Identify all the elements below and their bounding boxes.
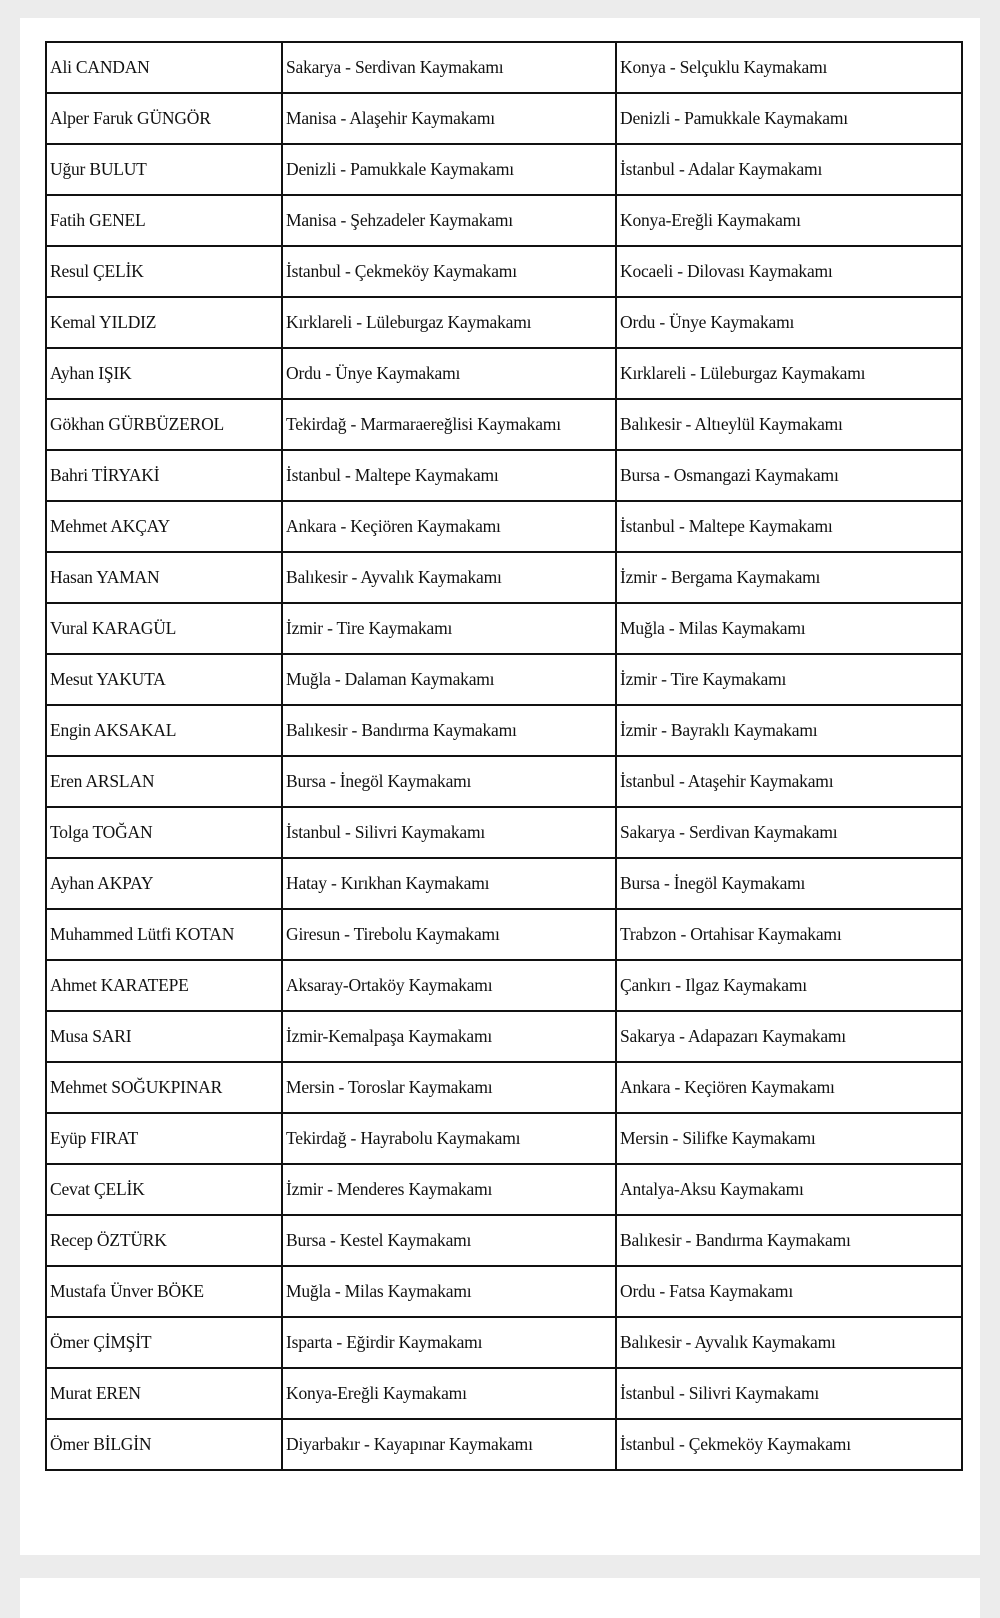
new-post-cell: Konya - Selçuklu Kaymakamı [616, 42, 962, 93]
new-post-cell: Konya-Ereğli Kaymakamı [616, 195, 962, 246]
name-cell: Resul ÇELİK [46, 246, 282, 297]
table-row [46, 195, 962, 246]
table-row [46, 1266, 962, 1317]
new-post-cell: İstanbul - Çekmeköy Kaymakamı [616, 1419, 962, 1470]
table-row [46, 909, 962, 960]
table-row [46, 246, 962, 297]
table-body [46, 42, 962, 1470]
table-row [46, 1215, 962, 1266]
table-row [46, 1419, 962, 1470]
current-post-cell: Mersin - Toroslar Kaymakamı [282, 1062, 616, 1113]
current-post-cell: Muğla - Dalaman Kaymakamı [282, 654, 616, 705]
current-post-cell: Ankara - Keçiören Kaymakamı [282, 501, 616, 552]
current-post-cell: İstanbul - Silivri Kaymakamı [282, 807, 616, 858]
current-post-cell: Hatay - Kırıkhan Kaymakamı [282, 858, 616, 909]
current-post-cell: Diyarbakır - Kayapınar Kaymakamı [282, 1419, 616, 1470]
name-cell: Mesut YAKUTA [46, 654, 282, 705]
current-post-cell: Kırklareli - Lüleburgaz Kaymakamı [282, 297, 616, 348]
current-post-cell: Giresun - Tirebolu Kaymakamı [282, 909, 616, 960]
name-cell: Vural KARAGÜL [46, 603, 282, 654]
new-post-cell: Bursa - İnegöl Kaymakamı [616, 858, 962, 909]
current-post-cell: Bursa - Kestel Kaymakamı [282, 1215, 616, 1266]
name-cell: Mustafa Ünver BÖKE [46, 1266, 282, 1317]
current-post-cell: Konya-Ereğli Kaymakamı [282, 1368, 616, 1419]
table-row [46, 42, 962, 93]
new-post-cell: Kocaeli - Dilovası Kaymakamı [616, 246, 962, 297]
name-cell: Murat EREN [46, 1368, 282, 1419]
name-cell: Ali CANDAN [46, 42, 282, 93]
document-page [20, 18, 980, 1555]
name-cell: Recep ÖZTÜRK [46, 1215, 282, 1266]
table-row [46, 1317, 962, 1368]
table-row [46, 501, 962, 552]
new-post-cell: İstanbul - Silivri Kaymakamı [616, 1368, 962, 1419]
name-cell: Mehmet SOĞUKPINAR [46, 1062, 282, 1113]
new-post-cell: Sakarya - Serdivan Kaymakamı [616, 807, 962, 858]
current-post-cell: Manisa - Alaşehir Kaymakamı [282, 93, 616, 144]
next-page-edge [20, 1578, 980, 1618]
current-post-cell: Aksaray-Ortaköy Kaymakamı [282, 960, 616, 1011]
new-post-cell: İzmir - Bayraklı Kaymakamı [616, 705, 962, 756]
new-post-cell: İstanbul - Ataşehir Kaymakamı [616, 756, 962, 807]
new-post-cell: Çankırı - Ilgaz Kaymakamı [616, 960, 962, 1011]
name-cell: Engin AKSAKAL [46, 705, 282, 756]
current-post-cell: Sakarya - Serdivan Kaymakamı [282, 42, 616, 93]
new-post-cell: Ordu - Fatsa Kaymakamı [616, 1266, 962, 1317]
table-row [46, 1011, 962, 1062]
table-row [46, 960, 962, 1011]
name-cell: Eren ARSLAN [46, 756, 282, 807]
name-cell: Ömer BİLGİN [46, 1419, 282, 1470]
table-row [46, 756, 962, 807]
current-post-cell: Ordu - Ünye Kaymakamı [282, 348, 616, 399]
name-cell: Ömer ÇİMŞİT [46, 1317, 282, 1368]
new-post-cell: İzmir - Tire Kaymakamı [616, 654, 962, 705]
table-row [46, 1113, 962, 1164]
new-post-cell: Balıkesir - Bandırma Kaymakamı [616, 1215, 962, 1266]
new-post-cell: Ankara - Keçiören Kaymakamı [616, 1062, 962, 1113]
table-row [46, 603, 962, 654]
table-row [46, 93, 962, 144]
new-post-cell: Antalya-Aksu Kaymakamı [616, 1164, 962, 1215]
name-cell: Ayhan AKPAY [46, 858, 282, 909]
current-post-cell: İzmir - Tire Kaymakamı [282, 603, 616, 654]
table-row [46, 348, 962, 399]
table-row [46, 807, 962, 858]
current-post-cell: Bursa - İnegöl Kaymakamı [282, 756, 616, 807]
current-post-cell: Denizli - Pamukkale Kaymakamı [282, 144, 616, 195]
table-row [46, 705, 962, 756]
new-post-cell: Kırklareli - Lüleburgaz Kaymakamı [616, 348, 962, 399]
new-post-cell: Muğla - Milas Kaymakamı [616, 603, 962, 654]
new-post-cell: Balıkesir - Altıeylül Kaymakamı [616, 399, 962, 450]
table-row [46, 1368, 962, 1419]
name-cell: Ayhan IŞIK [46, 348, 282, 399]
name-cell: Uğur BULUT [46, 144, 282, 195]
name-cell: Fatih GENEL [46, 195, 282, 246]
current-post-cell: İzmir - Menderes Kaymakamı [282, 1164, 616, 1215]
current-post-cell: Manisa - Şehzadeler Kaymakamı [282, 195, 616, 246]
name-cell: Bahri TİRYAKİ [46, 450, 282, 501]
name-cell: Alper Faruk GÜNGÖR [46, 93, 282, 144]
new-post-cell: Sakarya - Adapazarı Kaymakamı [616, 1011, 962, 1062]
table-row [46, 1164, 962, 1215]
current-post-cell: Balıkesir - Ayvalık Kaymakamı [282, 552, 616, 603]
current-post-cell: İzmir-Kemalpaşa Kaymakamı [282, 1011, 616, 1062]
name-cell: Musa SARI [46, 1011, 282, 1062]
new-post-cell: İstanbul - Adalar Kaymakamı [616, 144, 962, 195]
new-post-cell: İstanbul - Maltepe Kaymakamı [616, 501, 962, 552]
current-post-cell: Balıkesir - Bandırma Kaymakamı [282, 705, 616, 756]
table-row [46, 552, 962, 603]
table-row [46, 144, 962, 195]
name-cell: Eyüp FIRAT [46, 1113, 282, 1164]
name-cell: Muhammed Lütfi KOTAN [46, 909, 282, 960]
new-post-cell: Bursa - Osmangazi Kaymakamı [616, 450, 962, 501]
table-row [46, 858, 962, 909]
table-row [46, 450, 962, 501]
name-cell: Mehmet AKÇAY [46, 501, 282, 552]
name-cell: Ahmet KARATEPE [46, 960, 282, 1011]
name-cell: Tolga TOĞAN [46, 807, 282, 858]
name-cell: Hasan YAMAN [46, 552, 282, 603]
current-post-cell: Isparta - Eğirdir Kaymakamı [282, 1317, 616, 1368]
new-post-cell: Mersin - Silifke Kaymakamı [616, 1113, 962, 1164]
name-cell: Gökhan GÜRBÜZEROL [46, 399, 282, 450]
table-row [46, 654, 962, 705]
assignment-table [45, 41, 963, 1471]
current-post-cell: Muğla - Milas Kaymakamı [282, 1266, 616, 1317]
new-post-cell: Denizli - Pamukkale Kaymakamı [616, 93, 962, 144]
new-post-cell: Trabzon - Ortahisar Kaymakamı [616, 909, 962, 960]
name-cell: Cevat ÇELİK [46, 1164, 282, 1215]
name-cell: Kemal YILDIZ [46, 297, 282, 348]
current-post-cell: Tekirdağ - Marmaraereğlisi Kaymakamı [282, 399, 616, 450]
table-row [46, 297, 962, 348]
current-post-cell: İstanbul - Çekmeköy Kaymakamı [282, 246, 616, 297]
new-post-cell: Balıkesir - Ayvalık Kaymakamı [616, 1317, 962, 1368]
current-post-cell: İstanbul - Maltepe Kaymakamı [282, 450, 616, 501]
table-row [46, 1062, 962, 1113]
new-post-cell: İzmir - Bergama Kaymakamı [616, 552, 962, 603]
current-post-cell: Tekirdağ - Hayrabolu Kaymakamı [282, 1113, 616, 1164]
table-row [46, 399, 962, 450]
new-post-cell: Ordu - Ünye Kaymakamı [616, 297, 962, 348]
